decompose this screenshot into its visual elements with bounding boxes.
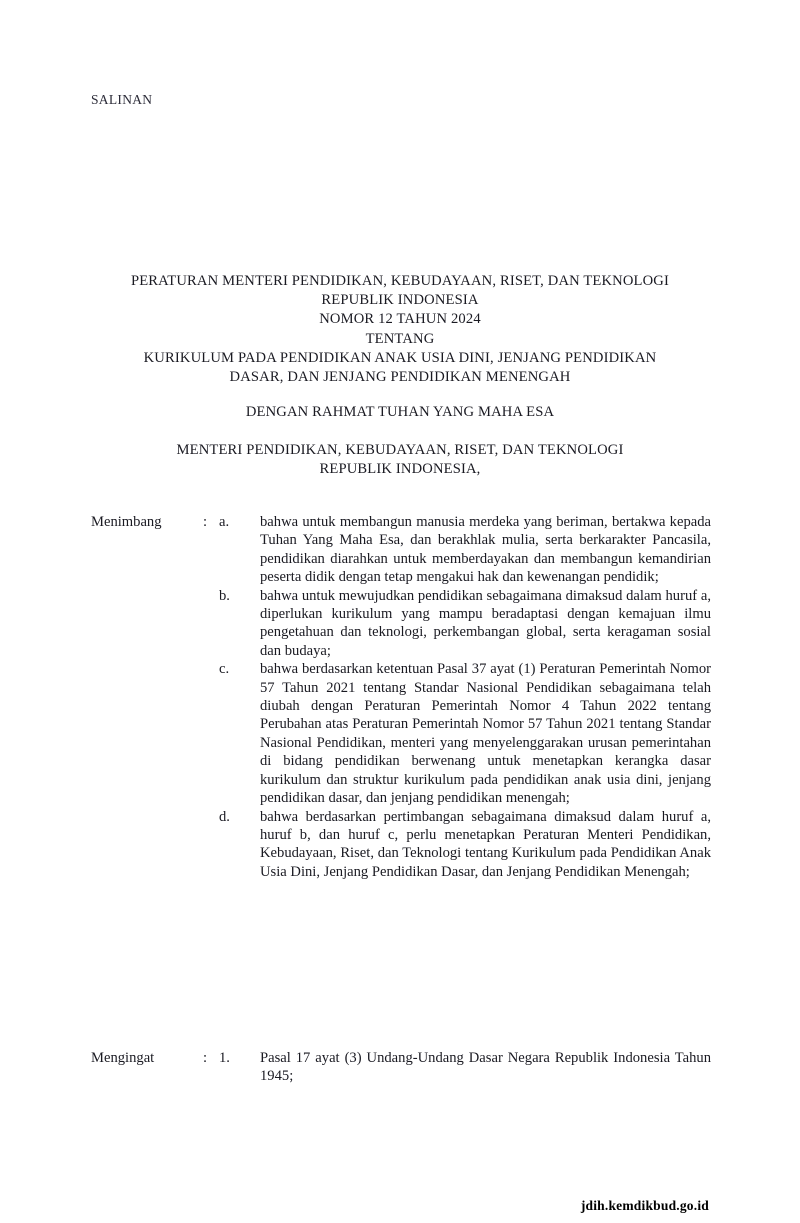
clause-marker: c. [219, 661, 230, 678]
authority-line-1: MENTERI PENDIDIKAN, KEBUDAYAAN, RISET, DAN TEKNOLOGI [176, 442, 624, 458]
clause-text: bahwa berdasarkan ketentuan Pasal 37 ayat (1) Peraturan Pemerintah Nomor 57 Tahun 2021 tentang Standar Nasional Pendidikan sebagaimana telah diubah dengan Peraturan Pemerintah Nomor 4 Tahun 2022 tentang Perubahan atas Peraturan Pemerintah Nomor 57 Tahun 2021 tentang Standar Nasional Pendidikan, menteri yang menyelenggarakan urusan pemerintahan di bidang pendidikan berwenang untuk menetapkan kerangka dasar kurikulum dan struktur kurikulum pada pendidikan anak usia dini, jenjang pendidikan dasar, dan jenjang pendidikan menengah; [260, 661, 711, 807]
section-label-mengingat: Mengingat [91, 1050, 155, 1066]
clause-item [219, 660, 711, 807]
clause-marker: b. [219, 587, 230, 604]
clause-item [219, 808, 711, 882]
footer-watermark: jdih.kemdikbud.go.id [580, 1198, 709, 1213]
title-line-number: NOMOR 12 TAHUN 2024 [319, 311, 481, 328]
clause-marker: a. [219, 514, 230, 530]
document-title-block [90, 272, 710, 387]
title-line-subject-1: KURIKULUM PADA PENDIDIKAN ANAK USIA DINI, JENJANG PENDIDIKAN [143, 349, 657, 366]
clause-item [219, 587, 711, 661]
clause-text: bahwa untuk mewujudkan pendidikan sebagaimana dimaksud dalam huruf a, diperlukan kurikulum yang mampu beradaptasi dengan kemajuan ilmu pengetahuan dan teknologi, perkembangan global, serta keragaman sosial dan budaya; [260, 587, 711, 659]
clause-item [219, 513, 711, 587]
section-colon-mengingat: : [203, 1050, 208, 1066]
section-label-menimbang: Menimbang [91, 514, 162, 530]
clause-text: bahwa untuk membangun manusia merdeka yang beriman, bertakwa kepada Tuhan Yang Maha Esa, dan berakhlak mulia, serta berkarakter Pancasila, pendidikan diarahkan untuk memberdayakan dan membangun kemandirian peserta didik dengan tetap mengakui hak dan kewenangan pendidik; [260, 514, 711, 586]
authority-line-2: REPUBLIK INDONESIA, [319, 461, 481, 478]
section-colon-menimbang: : [203, 514, 208, 530]
page-title: PERATURAN MENTERI PENDIDIKAN, KEBUDAYAAN, RISET, DAN TEKNOLOGI [130, 273, 670, 289]
copy-marker: SALINAN [91, 92, 153, 107]
title-line-subject-2: DASAR, DAN JENJANG PENDIDIKAN MENENGAH [229, 369, 571, 386]
clause-marker: 1. [219, 1050, 230, 1066]
clause-marker: d. [219, 808, 230, 825]
section-mengingat [91, 1049, 711, 1086]
clause-text: Pasal 17 ayat (3) Undang-Undang Dasar Negara Republik Indonesia Tahun 1945; [260, 1050, 711, 1085]
authority-block [90, 441, 710, 479]
section-items-menimbang [219, 513, 711, 881]
title-line-tentang: TENTANG [365, 330, 435, 347]
invocation-block [90, 403, 710, 422]
clause-text: bahwa berdasarkan pertimbangan sebagaimana dimaksud dalam huruf a, huruf b, dan huruf c, perlu menetapkan Peraturan Menteri Pendidikan, Kebudayaan, Riset, dan Teknologi tentang Kurikulum pada Pendidikan Anak Usia Dini, Jenjang Pendidikan Dasar, dan Jenjang Pendidikan Menengah; [260, 808, 711, 880]
invocation-text: DENGAN RAHMAT TUHAN YANG MAHA ESA [245, 404, 555, 420]
clause-item [219, 1049, 711, 1086]
title-line-republic: REPUBLIK INDONESIA [321, 292, 479, 309]
section-menimbang [91, 513, 711, 881]
section-items-mengingat [219, 1049, 711, 1086]
